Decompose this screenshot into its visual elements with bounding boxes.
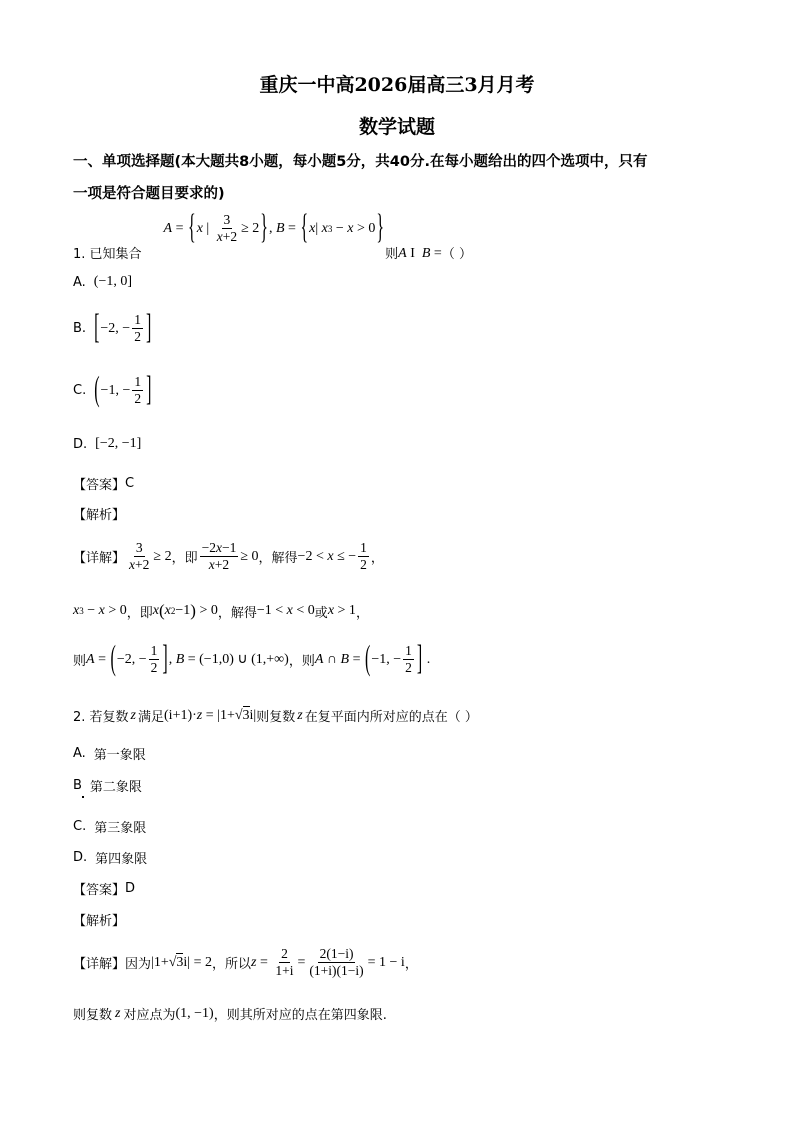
question-2-stem: 2. 若复数 z 满足 (i+1)·z = |1+√3i| 则复数 z 在复平面内所对应的点在（ ） bbox=[73, 707, 478, 725]
option-1b: B. [ −2, − $\frac{1}{2}$ ] bbox=[73, 308, 152, 347]
answer-tag: 【答案】 bbox=[73, 478, 126, 493]
option-value: 第一象限 bbox=[93, 748, 146, 763]
detail-text: ，解得 bbox=[217, 605, 257, 621]
detail-1-line3: 则 A = ( −2, − $\frac{1}{2}$ ] , B = (−1,0) ∪ (1,+∞) ，则 A ∩ B = ( −1, − $\frac{1}{2}$ ] . bbox=[73, 639, 431, 678]
option-label: B. bbox=[73, 321, 87, 336]
option-value: 第二象限 bbox=[89, 780, 142, 795]
detail-text: ，所以 bbox=[212, 957, 252, 972]
answer-tag: 【答案】 bbox=[73, 883, 126, 898]
detail-text: ， bbox=[404, 957, 418, 972]
question-2-text: 在复平面内所对应的点在（ ） bbox=[304, 710, 478, 725]
question-1-prefix: 1. 已知集合 bbox=[73, 247, 142, 262]
option-label: B bbox=[73, 778, 82, 793]
page-title: 重庆一中高2026届高三3月月考 bbox=[259, 74, 535, 96]
answer-2 bbox=[73, 879, 135, 898]
option-1d bbox=[73, 436, 141, 452]
answer-value: C bbox=[125, 476, 135, 491]
section-heading-line1: 一、单项选择题(本大题共8小题，每小题5分，共40分.在每小题给出的四个选项中，只有 bbox=[73, 154, 648, 170]
question-1-ask: 则 bbox=[385, 247, 399, 262]
detail-text: ，即 bbox=[126, 605, 153, 621]
detail-text: 因为 bbox=[125, 957, 152, 972]
question-1-paren: （ ） bbox=[441, 247, 472, 262]
option-value: [−2, −1] bbox=[95, 436, 142, 451]
detail-tag: 【详解】 bbox=[73, 957, 126, 972]
analysis-2-tag: 【解析】 bbox=[73, 914, 126, 929]
detail-2-line1: 【详解】 因为 |1+√3i| = 2 ，所以 z = $\frac{2}{1+i}$ = $\frac{2(1-i)}{(1+i)(1-i)}$ = 1 − i ， bbox=[73, 946, 418, 978]
page-subtitle: 数学试题 bbox=[358, 116, 435, 138]
detail-text: 对应点为 bbox=[123, 1008, 176, 1023]
option-1a bbox=[73, 274, 132, 290]
option-label: D. bbox=[73, 436, 88, 452]
detail-tag: 【详解】 bbox=[73, 551, 126, 566]
option-2a bbox=[73, 744, 146, 763]
answer-1 bbox=[73, 474, 134, 493]
option-value: (−1, 0] bbox=[93, 274, 133, 289]
question-1-set-definitions: A = { x | $\frac{3}{x+2}$ ≥ 2 } , B = { x | x 3 − x > 0 } bbox=[163, 208, 385, 247]
detail-text: ，则其所对应的点在第四象限. bbox=[213, 1008, 387, 1023]
detail-text: ，则 bbox=[288, 654, 315, 669]
detail-text: 则 bbox=[73, 654, 87, 669]
option-label: C. bbox=[73, 819, 87, 834]
detail-text: ，即 bbox=[171, 551, 198, 566]
option-label: A. bbox=[73, 274, 86, 290]
question-2-text: 满足 bbox=[138, 710, 165, 725]
option-2d bbox=[73, 848, 147, 867]
detail-1-line1: 【详解】 $\frac{3}{x+2}$ ≥ 2 ，即 $\frac{-2x-1}{x+2}$ ≥ 0 ，解得 −2 < x ≤ − $\frac{1}{2}$ ， bbox=[73, 540, 384, 572]
option-label: D. bbox=[73, 850, 88, 865]
option-1c: C. ( −1, − $\frac{1}{2}$ ] bbox=[73, 370, 152, 409]
analysis-1-tag: 【解析】 bbox=[73, 508, 126, 523]
answer-value: D bbox=[125, 881, 136, 896]
option-2b bbox=[73, 776, 142, 795]
option-label: C. bbox=[73, 383, 87, 398]
detail-text: 则复数 bbox=[73, 1008, 113, 1023]
detail-1-line2: x 3 − x > 0 ，即 x ( x 2 −1 ) > 0 ，解得 −1 < x < 0 或 x > 1 ， bbox=[73, 601, 369, 621]
option-2c bbox=[73, 817, 146, 836]
question-1-stem: 1. 已知集合 A = { x | $\frac{3}{x+2}$ ≥ 2 } , B = { x | x 3 − x > 0 } 则 A I B = （ ） bbox=[73, 208, 472, 262]
stray-dot bbox=[82, 796, 84, 798]
section-heading-line2: 一项是符合题目要求的) bbox=[73, 186, 225, 202]
detail-text: ，解得 bbox=[258, 551, 298, 566]
option-value: 第三象限 bbox=[94, 821, 147, 836]
detail-text: 或 bbox=[314, 605, 328, 621]
question-2-text: 则复数 bbox=[256, 710, 296, 725]
option-label: A. bbox=[73, 746, 86, 761]
option-value: 第四象限 bbox=[95, 852, 148, 867]
detail-2-line2: 则复数 z 对应点为 (1, −1) ，则其所对应的点在第四象限. bbox=[73, 1005, 387, 1023]
question-2-prefix: 2. 若复数 bbox=[73, 710, 129, 725]
